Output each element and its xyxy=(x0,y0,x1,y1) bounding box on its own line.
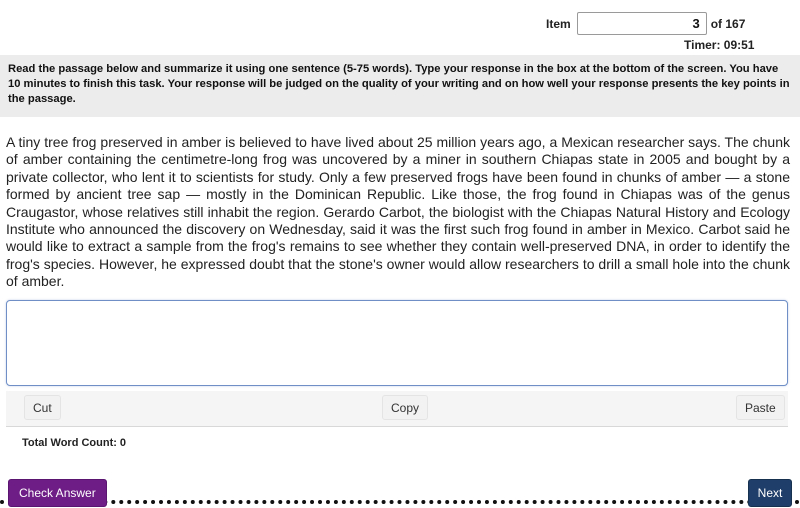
next-button[interactable]: Next xyxy=(748,479,792,507)
instructions: Read the passage below and summarize it using one sentence (5-75 words). Type your response in the box at the bottom of the screen. You have 10 minutes to finish this task. Your response will be judged on the quality of your writing and on how well your response presents the key points in the passage. xyxy=(0,55,800,117)
passage-text: A tiny tree frog preserved in amber is believed to have lived about 25 million years ago, a Mexican researcher says. The chunk of amber containing the centimetre-long frog was uncovered by a miner in southern Chiapas state in 2005 and bought by a private collector, who lent it to scientists for study. Only a few preserved frogs have been found in chunks of amber — a stone formed by ancient tree sap — mostly in the Dominican Republic. Like those, the frog found in Chiapas was of the genus Craugastor, whose relatives still inhabit the region. Gerardo Carbot, the biologist with the Chiapas Natural History and Ecology Institute who announced the discovery on Wednesday, said it was the first such frog found in amber in Mexico. Carbot said he would like to extract a sample from the frog's remains to see whether they contain well-preserved DNA, in order to identify the frog's species. However, he expressed doubt that the stone's owner would allow researchers to drill a small hole into the chunk of amber. xyxy=(6,134,790,290)
item-navigator xyxy=(546,12,745,35)
cut-button[interactable]: Cut xyxy=(24,395,61,420)
edit-toolbar xyxy=(6,391,788,427)
response-input[interactable] xyxy=(6,300,788,386)
word-count-label: Total Word Count: xyxy=(22,437,117,449)
item-label: Item xyxy=(546,16,571,31)
word-count-value: 0 xyxy=(119,437,127,449)
header xyxy=(0,12,800,52)
paste-button[interactable]: Paste xyxy=(736,395,785,420)
copy-button[interactable]: Copy xyxy=(382,395,428,420)
word-count xyxy=(22,437,126,449)
item-total: of 167 xyxy=(710,16,746,31)
check-answer-button[interactable]: Check Answer xyxy=(8,479,107,507)
timer: Timer: 09:51 xyxy=(684,38,755,52)
item-number-input[interactable] xyxy=(577,12,707,35)
footer-divider xyxy=(0,500,800,504)
